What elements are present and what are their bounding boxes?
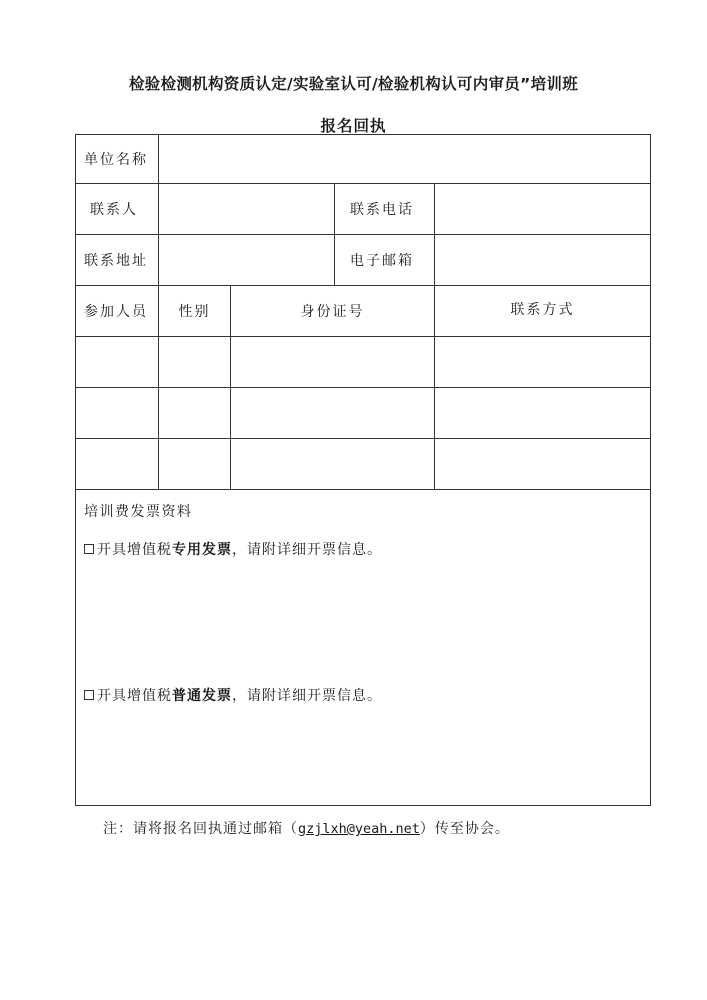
participant-id-cell[interactable] (231, 388, 434, 438)
note-email-link[interactable]: gzjlxh@yeah.net (298, 821, 420, 837)
address-label: 联系地址 (84, 253, 148, 269)
email-label: 电子邮箱 (350, 253, 414, 269)
invoice-section-label: 培训费发票资料 (84, 504, 193, 520)
participant-name-cell[interactable] (76, 337, 158, 387)
contact-method-label: 联系方式 (510, 302, 575, 318)
unit-name-field[interactable] (159, 135, 650, 183)
contact-person-label: 联系人 (90, 202, 138, 218)
col-divider (334, 183, 335, 285)
gender-label: 性别 (178, 304, 211, 320)
unit-name-label: 单位名称 (84, 152, 148, 168)
special-invoice-type: 专用发票 (172, 542, 232, 558)
normal-invoice-checkbox[interactable] (84, 690, 94, 700)
normal-invoice-suffix: ，请附详细开票信息。 (232, 688, 382, 704)
participant-contact-cell[interactable] (435, 337, 650, 387)
contact-phone-label: 联系电话 (350, 202, 414, 218)
participant-name-cell[interactable] (76, 439, 158, 489)
submission-note (103, 818, 510, 838)
normal-invoice-prefix: 开具增值税 (97, 688, 172, 704)
participant-name-cell[interactable] (76, 388, 158, 438)
normal-invoice-option[interactable] (84, 685, 382, 705)
contact-phone-field[interactable] (435, 184, 650, 234)
participant-contact-cell[interactable] (435, 439, 650, 489)
address-field[interactable] (159, 235, 334, 285)
participant-id-cell[interactable] (231, 337, 434, 387)
participant-gender-cell[interactable] (159, 439, 230, 489)
id-number-label: 身份证号 (300, 304, 365, 320)
registration-form (75, 134, 651, 806)
contact-person-field[interactable] (159, 184, 334, 234)
document-subtitle: 报名回执 (320, 117, 387, 135)
participant-id-cell[interactable] (231, 439, 434, 489)
participant-contact-cell[interactable] (435, 388, 650, 438)
participants-label: 参加人员 (84, 304, 148, 320)
note-suffix: ）传至协会。 (419, 821, 510, 837)
document-title: 检验检测机构资质认定/实验室认可/检验机构认可内审员”培训班 (128, 75, 578, 93)
normal-invoice-type: 普通发票 (172, 688, 232, 704)
special-invoice-option[interactable] (84, 539, 382, 559)
note-prefix: 注：请将报名回执通过邮箱（ (103, 821, 298, 837)
special-invoice-prefix: 开具增值税 (97, 542, 172, 558)
email-field[interactable] (435, 235, 650, 285)
special-invoice-suffix: ，请附详细开票信息。 (232, 542, 382, 558)
special-invoice-checkbox[interactable] (84, 544, 94, 554)
row-divider (76, 489, 650, 490)
participant-gender-cell[interactable] (159, 337, 230, 387)
participant-gender-cell[interactable] (159, 388, 230, 438)
